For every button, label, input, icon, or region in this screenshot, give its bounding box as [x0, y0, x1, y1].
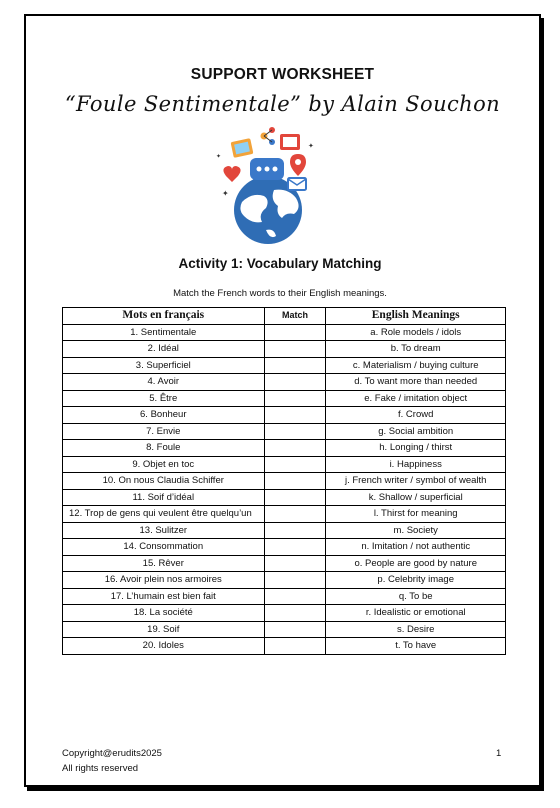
- french-word: 8. Foule: [63, 440, 265, 457]
- table-row: [63, 473, 506, 490]
- french-word: 19. Soif: [63, 621, 265, 638]
- match-cell[interactable]: [264, 341, 326, 358]
- french-word: 10. On nous Claudia Schiffer: [63, 473, 265, 490]
- match-cell[interactable]: [264, 588, 326, 605]
- french-word: 16. Avoir plein nos armoires: [63, 572, 265, 589]
- match-cell[interactable]: [264, 357, 326, 374]
- match-cell[interactable]: [264, 473, 326, 490]
- english-meaning: b. To dream: [326, 341, 506, 358]
- match-cell[interactable]: [264, 572, 326, 589]
- activity-instructions: Match the French words to their English meanings.: [173, 288, 387, 299]
- english-meaning: p. Celebrity image: [326, 572, 506, 589]
- match-cell[interactable]: [264, 539, 326, 556]
- vocabulary-table: [62, 307, 506, 655]
- footer: [62, 746, 162, 776]
- english-meaning: g. Social ambition: [326, 423, 506, 440]
- match-cell[interactable]: [264, 374, 326, 391]
- english-meaning: a. Role models / idols: [326, 324, 506, 341]
- english-meaning: m. Society: [326, 522, 506, 539]
- table-row: [63, 357, 506, 374]
- activity-heading: Activity 1: Vocabulary Matching: [178, 256, 382, 271]
- match-cell[interactable]: [264, 605, 326, 622]
- table-row: [63, 555, 506, 572]
- english-meaning: n. Imitation / not authentic: [326, 539, 506, 556]
- match-cell[interactable]: [264, 489, 326, 506]
- english-meaning: q. To be: [326, 588, 506, 605]
- french-word: 15. Rêver: [63, 555, 265, 572]
- english-meaning: i. Happiness: [326, 456, 506, 473]
- column-header-match: Match: [264, 308, 326, 325]
- english-meaning: r. Idealistic or emotional: [326, 605, 506, 622]
- globe-social-media-icon: [208, 118, 328, 246]
- french-word: 20. Idoles: [63, 638, 265, 655]
- match-cell[interactable]: [264, 423, 326, 440]
- column-header-french: Mots en français: [63, 308, 265, 325]
- match-cell[interactable]: [264, 522, 326, 539]
- svg-text:✦: ✦: [222, 189, 229, 198]
- french-word: 1. Sentimentale: [63, 324, 265, 341]
- svg-text:✦: ✦: [216, 154, 222, 160]
- match-cell[interactable]: [264, 440, 326, 457]
- table-row: [63, 423, 506, 440]
- english-meaning: o. People are good by nature: [326, 555, 506, 572]
- english-meaning: s. Desire: [326, 621, 506, 638]
- match-cell[interactable]: [264, 324, 326, 341]
- match-cell[interactable]: [264, 506, 326, 523]
- table-row: [63, 324, 506, 341]
- english-meaning: d. To want more than needed: [326, 374, 506, 391]
- french-word: 13. Sulitzer: [63, 522, 265, 539]
- english-meaning: j. French writer / symbol of wealth: [326, 473, 506, 490]
- match-cell[interactable]: [264, 621, 326, 638]
- english-meaning: e. Fake / imitation object: [326, 390, 506, 407]
- match-cell[interactable]: [264, 456, 326, 473]
- french-word: 5. Être: [63, 390, 265, 407]
- french-word: 18. La société: [63, 605, 265, 622]
- copyright-text: Copyright@erudits2025: [62, 748, 162, 759]
- table-row: [63, 506, 506, 523]
- table-row: [63, 539, 506, 556]
- english-meaning: t. To have: [326, 638, 506, 655]
- table-row: [63, 621, 506, 638]
- table-row: [63, 605, 506, 622]
- english-meaning: c. Materialism / buying culture: [326, 357, 506, 374]
- french-word: 14. Consommation: [63, 539, 265, 556]
- table-row: [63, 588, 506, 605]
- match-cell[interactable]: [264, 407, 326, 424]
- french-word: 11. Soif d’idéal: [63, 489, 265, 506]
- french-word: 7. Envie: [63, 423, 265, 440]
- french-word: 9. Objet en toc: [63, 456, 265, 473]
- english-meaning: f. Crowd: [326, 407, 506, 424]
- english-meaning: k. Shallow / superficial: [326, 489, 506, 506]
- french-word: 6. Bonheur: [63, 407, 265, 424]
- english-meaning: l. Thirst for meaning: [326, 506, 506, 523]
- worksheet-title: SUPPORT WORKSHEET: [190, 66, 375, 83]
- table-row: [63, 341, 506, 358]
- table-header-row: [63, 308, 506, 325]
- table-row: [63, 638, 506, 655]
- page-number: 1: [496, 748, 502, 759]
- table-row: [63, 440, 506, 457]
- table-row: [63, 522, 506, 539]
- french-word: 2. Idéal: [63, 341, 265, 358]
- table-row: [63, 407, 506, 424]
- french-word: 3. Superficiel: [63, 357, 265, 374]
- rights-text: All rights reserved: [62, 763, 139, 774]
- table-row: [63, 572, 506, 589]
- match-cell[interactable]: [264, 638, 326, 655]
- english-meaning: h. Longing / thirst: [326, 440, 506, 457]
- match-cell[interactable]: [264, 390, 326, 407]
- french-word: 4. Avoir: [63, 374, 265, 391]
- match-cell[interactable]: [264, 555, 326, 572]
- table-row: [63, 374, 506, 391]
- french-word: 12. Trop de gens qui veulent être quelqu’un: [63, 506, 265, 523]
- table-row: [63, 390, 506, 407]
- french-word: 17. L’humain est bien fait: [63, 588, 265, 605]
- table-row: [63, 489, 506, 506]
- svg-text:✦: ✦: [308, 143, 314, 150]
- song-title: “Foule Sentimentale” by Alain Souchon: [64, 92, 501, 116]
- table-row: [63, 456, 506, 473]
- column-header-english: English Meanings: [326, 308, 506, 325]
